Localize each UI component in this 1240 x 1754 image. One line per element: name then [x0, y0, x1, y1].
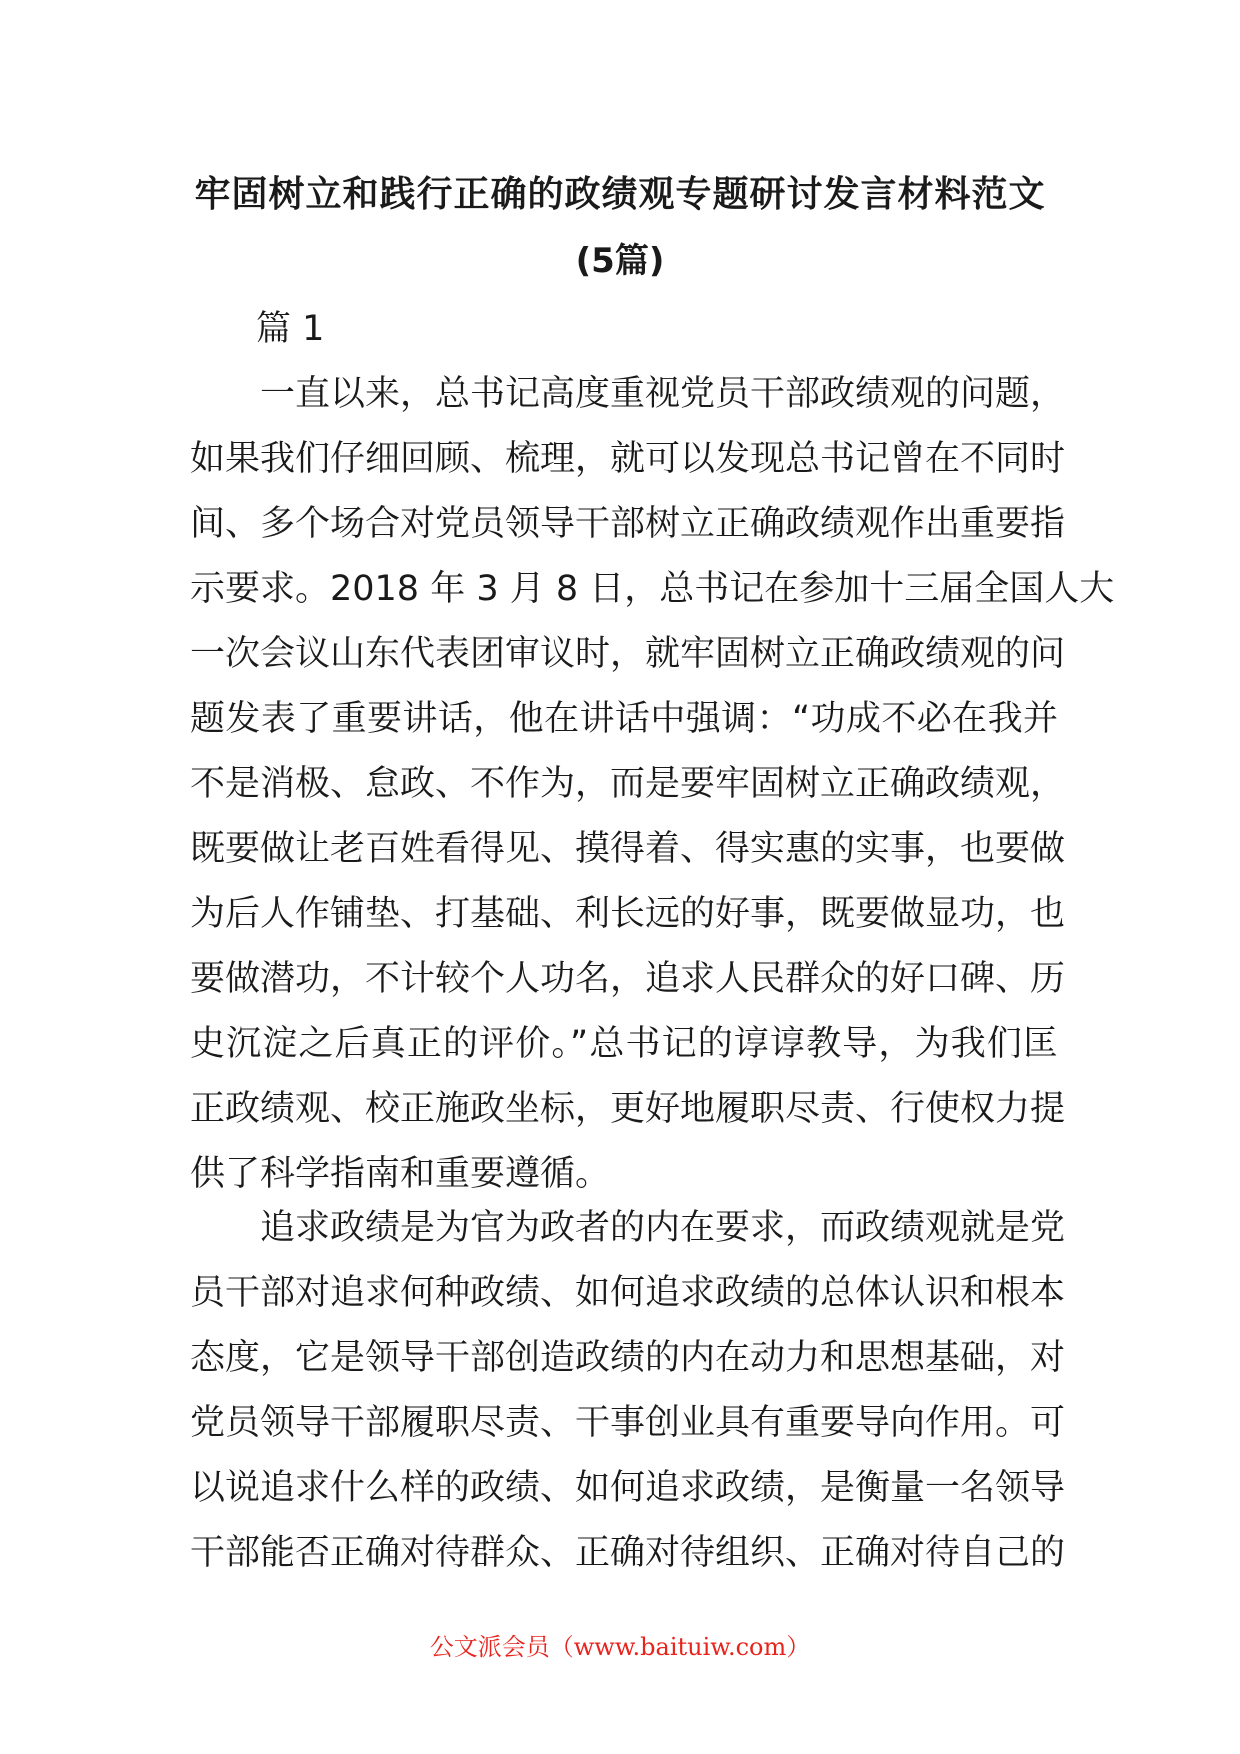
text-line: 员干部对追求何种政绩、如何追求政绩的总体认识和根本: [190, 1273, 1066, 1313]
document-title: 牢固树立和践行正确的政绩观专题研讨发言材料范文: [194, 174, 1046, 215]
text-line: 态度，它是领导干部创造政绩的内在动力和思想基础，对: [190, 1338, 1066, 1378]
text-line: 既要做让老百姓看得见、摸得着、得实惠的实事，也要做: [190, 829, 1066, 869]
text-line: 干部能否正确对待群众、正确对待组织、正确对待自己的: [190, 1533, 1066, 1573]
text-line: 正政绩观、校正施政坐标，更好地履职尽责、行使权力提: [190, 1089, 1066, 1129]
paragraph-1: [190, 362, 1115, 1207]
text-line: 题发表了重要讲话，他在讲话中强调：“功成不必在我并: [190, 699, 1058, 739]
text-line: 为后人作铺垫、打基础、利长远的好事，既要做显功，也: [190, 894, 1066, 934]
footer-watermark: 公文派会员（www.baituiw.com）: [429, 1633, 811, 1661]
text-line: 一直以来，总书记高度重视党员干部政绩观的问题，: [260, 374, 1066, 414]
text-line: 供了科学指南和重要遵循。: [190, 1154, 611, 1194]
text-line: 史沉淀之后真正的评价。”总书记的谆谆教导，为我们匡: [190, 1024, 1058, 1064]
section-label: 篇 1: [256, 309, 325, 349]
document-subtitle: (5篇): [575, 241, 665, 281]
paragraph-2: [190, 1196, 1066, 1586]
text-line: 示要求。2018 年 3 月 8 日，总书记在参加十三届全国人大: [190, 569, 1115, 609]
text-line: 以说追求什么样的政绩、如何追求政绩，是衡量一名领导: [190, 1468, 1066, 1508]
text-line: 如果我们仔细回顾、梳理，就可以发现总书记曾在不同时: [190, 439, 1066, 479]
text-line: 追求政绩是为官为政者的内在要求，而政绩观就是党: [260, 1208, 1066, 1248]
text-line: 要做潜功，不计较个人功名，追求人民群众的好口碑、历: [190, 959, 1066, 999]
text-line: 间、多个场合对党员领导干部树立正确政绩观作出重要指: [190, 504, 1066, 544]
text-line: 不是消极、怠政、不作为，而是要牢固树立正确政绩观，: [190, 764, 1066, 804]
text-line: 一次会议山东代表团审议时，就牢固树立正确政绩观的问: [190, 634, 1066, 674]
text-line: 党员领导干部履职尽责、干事创业具有重要导向作用。可: [190, 1403, 1066, 1443]
